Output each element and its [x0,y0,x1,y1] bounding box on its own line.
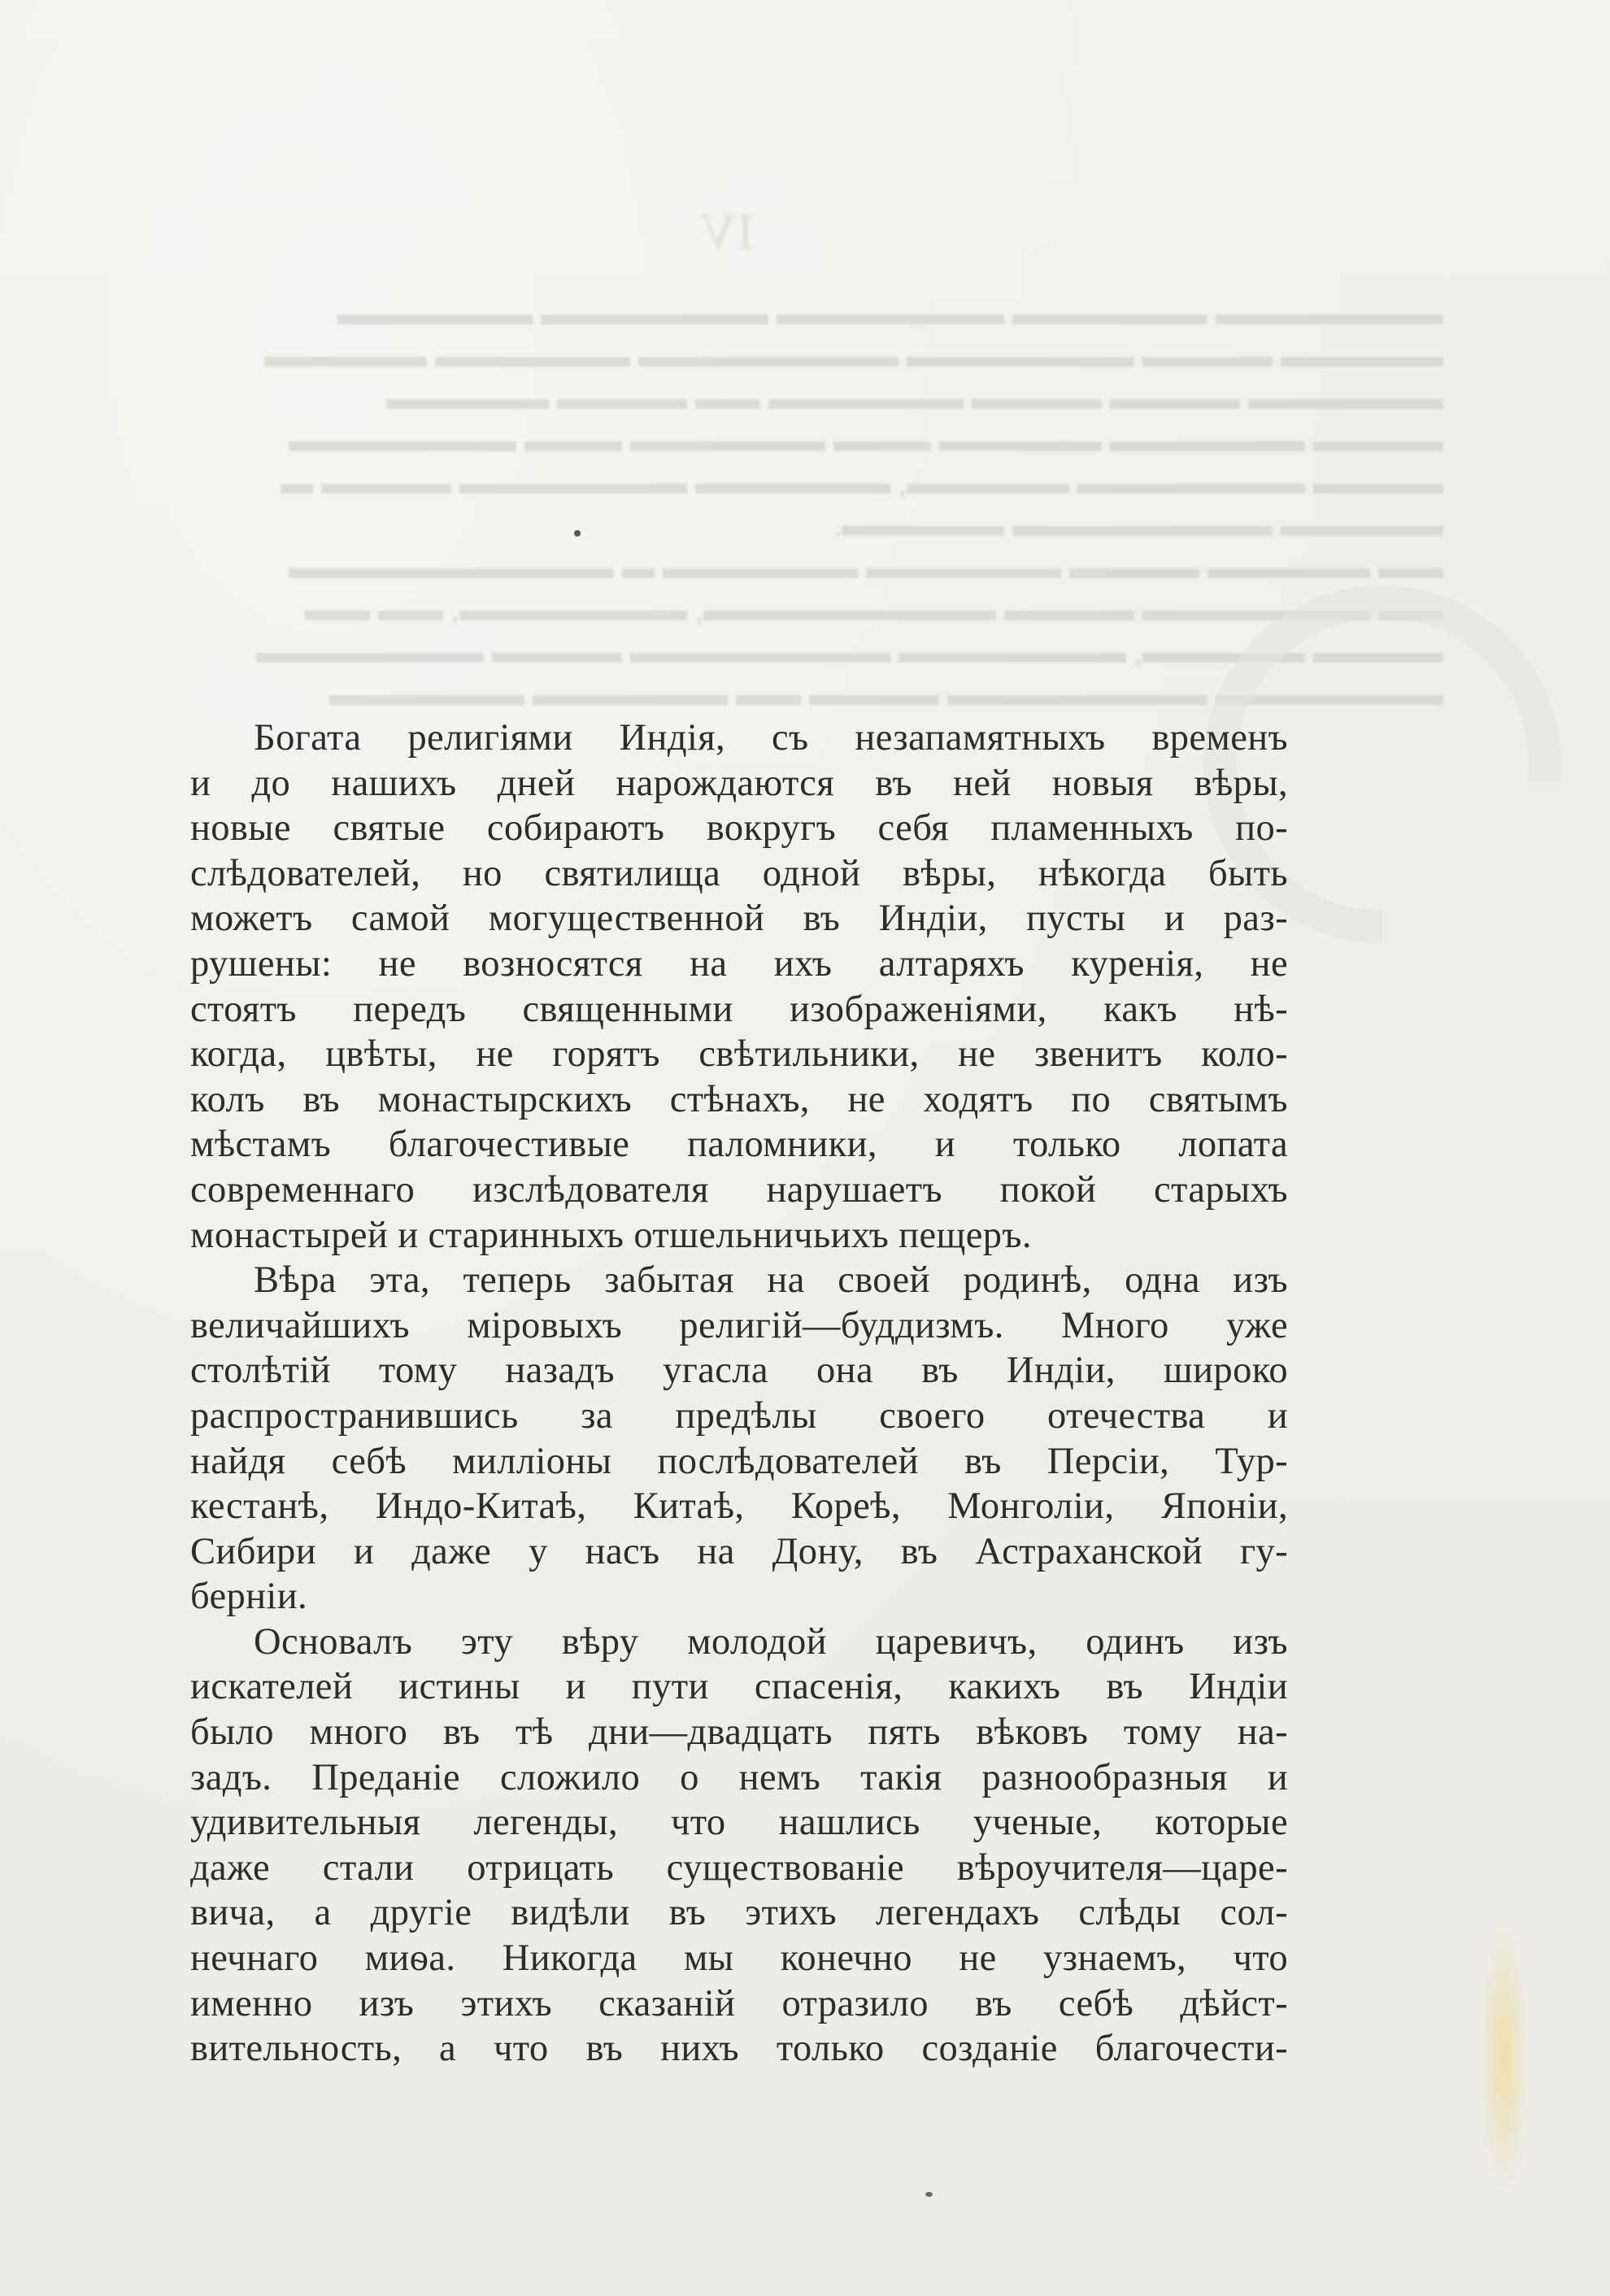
text-line: рушены: не возносятся на ихъ алтаряхъ куренія, не [190,942,1288,985]
text-line: берніи. [190,1576,308,1618]
text-line: слѣдователей, но святилища одной вѣры, нѣкогда быть [190,852,1288,894]
ink-speck [925,2192,933,2197]
text-line: когда, цвѣты, не горятъ свѣтильники, не звенитъ коло- [190,1033,1288,1076]
text-line: Основалъ эту вѣру молодой царевичъ, одинъ изъ [254,1620,1288,1663]
text-line: Сибири и даже у насъ на Дону, въ Астраханской гу- [190,1530,1288,1572]
text-line: было много въ тѣ дни—двадцать пять вѣковъ тому на- [190,1711,1288,1754]
show-through-numeral: IV [699,202,755,260]
text-line: колъ въ монастырскихъ стѣнахъ, не ходятъ по святымъ [190,1078,1288,1120]
text-line: и до нашихъ дней нарождаются въ ней новыя вѣры, [190,762,1288,804]
text-line: величайшихъ міровыхъ религій—буддизмъ. Много уже [190,1304,1288,1346]
text-line: нечнаго миѳа. Никогда мы конечно не узнаемъ, что [190,1937,1288,1980]
text-line: современнаго изслѣдователя нарушаетъ покой старыхъ [190,1168,1288,1211]
paper-stain [1480,1919,1529,2195]
text-line: вительность, а что въ нихъ только созданіе благочести- [190,2028,1288,2070]
text-line: вича, а другіе видѣли въ этихъ легендахъ слѣды сол- [190,1892,1288,1934]
text-line: столѣтій тому назадъ угасла она въ Индіи, широко [190,1350,1288,1392]
text-line: распространившись за предѣлы своего отечества и [190,1394,1288,1437]
show-through-text: ▬▬▬▬▬▬▬ ▬▬▬▬▬▬ ▬▬▬▬▬▬▬ ▬▬▬▬▬▬▬ ▬▬▬▬▬▬ ▬▬▬▬▬ ▬▬▬▬ ▬▬▬▬▬▬▬ ▬▬▬▬▬▬▬▬ ▬▬▬▬▬▬ ▬▬▬▬▬ ▬▬▬▬▬▬ ▬▬▬▬ ▬▬▬▬ ▬▬▬▬▬▬ ▬▬ ▬▬▬▬ ▬▬▬▬▬ ▬▬▬▬ ▬▬▬▬▬▬ ▬▬▬▬▬ ▬▬▬ ▬▬▬▬▬▬ ▬▬▬ ▬▬▬▬▬▬▬ ▬▬▬▬ ▬▬▬▬▬▬▬ ▬▬▬▬▬, ▬▬▬▬▬▬ ▬▬▬▬▬▬▬ ▬▬▬▬ ▬ ▬▬▬▬▬ ▬▬▬▬▬▬▬▬ ▬▬▬▬▬. ▬▬ ▬▬▬▬▬ ▬▬▬▬ ▬▬▬▬▬▬ ▬▬▬▬▬▬ ▬ ▬▬▬▬▬▬▬▬▬▬ ▬▬ ▬▬▬▬▬▬▬ ▬▬▬▬ ▬▬▬▬▬▬▬▬▬, ▬▬▬▬▬▬▬, ▬▬ ▬▬ ▬▬▬▬ ▬▬▬▬▬, ▬▬▬▬▬▬▬ ▬▬▬▬▬▬▬▬ ▬▬▬▬ ▬▬▬▬▬▬▬ ▬▬▬▬▬▬▬ ▬▬▬▬▬▬▬▬ ▬▬▬▬ ▬▬ ▬▬▬▬▬▬ ▬▬▬▬▬▬ [256,295,1443,712]
text-line: мѣстамъ благочестивые паломники, и только лопата [190,1124,1288,1166]
text-line: можетъ самой могущественной въ Индіи, пусты и раз- [190,898,1288,940]
text-line: даже стали отрицать существованіе вѣроучителя—царе- [190,1846,1288,1889]
text-line: именно изъ этихъ сказаній отразило въ себѣ дѣйст- [190,1982,1288,2024]
text-line: искателей истины и пути спасенія, какихъ въ Индіи [190,1666,1288,1708]
text-line: Богата религіями Индія, съ незапамятныхъ временъ [254,717,1288,759]
text-line: найдя себѣ милліоны послѣдователей въ Персіи, Тур- [190,1440,1288,1482]
text-line: монастырей и старинныхъ отшельничьихъ пещеръ. [190,1214,1032,1256]
body-text [190,715,1288,2072]
text-line: удивительныя легенды, что нашлись ученые, которые [190,1802,1288,1844]
text-line: стоятъ передъ священными изображеніями, какъ нѣ- [190,988,1288,1030]
text-line: новые святые собираютъ вокругъ себя пламенныхъ по- [190,807,1288,850]
text-line: Вѣра эта, теперь забытая на своей родинѣ, одна изъ [254,1259,1288,1302]
ink-speck [574,530,581,537]
text-line: кестанѣ, Индо-Китаѣ, Китаѣ, Кореѣ, Монголіи, Японіи, [190,1485,1288,1528]
text-line: задъ. Преданіе сложило о немъ такія разнообразныя и [190,1756,1288,1798]
